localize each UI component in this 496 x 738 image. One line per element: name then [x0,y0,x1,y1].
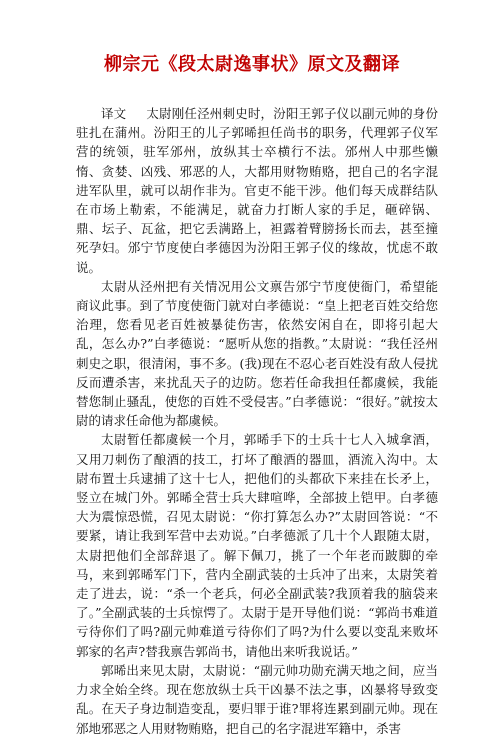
paragraph-3: 太尉暂任都虞候一个月，郭晞手下的士兵十七人入城拿酒，又用刀刺伤了酿酒的技工，打坏了酿酒的器皿，酒流入沟中。太尉布置士兵逮捕了这十七人，把他们的头都砍下来挂在长矛上，竖立在城门外。郭晞全营士兵大肆喧哗，全部披上铠甲。白孝德大为震惊恐慌，召见太尉说：“你打算怎么办?”太尉回答说：“不要紧，请让我到军营中去劝说。”白孝德派了几十个人跟随太尉，太尉把他们全部辞退了。解下佩刀，挑了一个年老而跛脚的牵马，来到郭晞军门下，营内全副武装的士兵冲了出来，太尉笑着走了进去，说：“杀一个老兵，何必全副武装?我顶着我的脑袋来了。”全副武装的士兵惊愕了。太尉于是开导他们说：“郭尚书难道亏待你们了吗?副元帅难道亏待你们了吗?为什么要以变乱来败坏郭家的名声?替我禀告郭尚书，请他出来听我说话。” [76,432,438,659]
paragraph-1 [76,104,438,277]
paragraph-text: 太尉刚任泾州刺史时，汾阳王郭子仪以副元帅的身份驻扎在蒲州。汾阳王的儿子郭晞担任尚书的职务，代理郭子仪军营的统领，驻军邠州，放纵其士卒横行不法。邠州人中那些懒惰、贪婪、凶残、邪恶的人，大都用财物贿赂，把自己的名字混进军队里，就可以胡作非为。官吏不能干涉。他们每天成群结队在市场上勒索，不能满足，就奋力打断人家的手足，砸碎锅、鼎、坛子、瓦盆，把它丢满路上，袒露着臂膀扬长而去，甚至撞死孕妇。邠宁节度使白孝德因为汾阳王郭子仪的缘故，忧虑不敢说。 [76,106,438,275]
paragraph-2: 太尉从泾州把有关情况用公文禀告邠宁节度使衙门，希望能商议此事。到了节度使衙门就对白孝德说：“皇上把老百姓交给您治理，您看见老百姓被暴徒伤害，依然安闲自在，即将引起大乱，怎么办?”白孝德说：“愿听从您的指教。”太尉说：“我任泾州刺史之职，很清闲，事不多。(我)现在不忍心老百姓没有敌人侵扰反而遭杀害，来扰乱天子的边防。您若任命我担任都虞候，我能替您制止骚乱，使您的百姓不受侵害。”白孝德说：“很好。”就按太尉的请求任命他为都虞候。 [76,278,438,429]
paragraph-4: 郭晞出来见太尉，太尉说：“副元帅功勋充满天地之间，应当力求全始全终。现在您放纵士兵干凶暴不法之事，凶暴将导致变乱。在天子身边制造变乱，要归罪于谁?罪将连累到副元帅。现在邠地邪恶之人用财物贿赂，把自己的名字混进军籍中，杀害 [76,662,438,736]
document-title: 柳宗元《段太尉逸事状》原文及翻译 [104,54,400,75]
translation-label: 译文 [101,106,127,121]
